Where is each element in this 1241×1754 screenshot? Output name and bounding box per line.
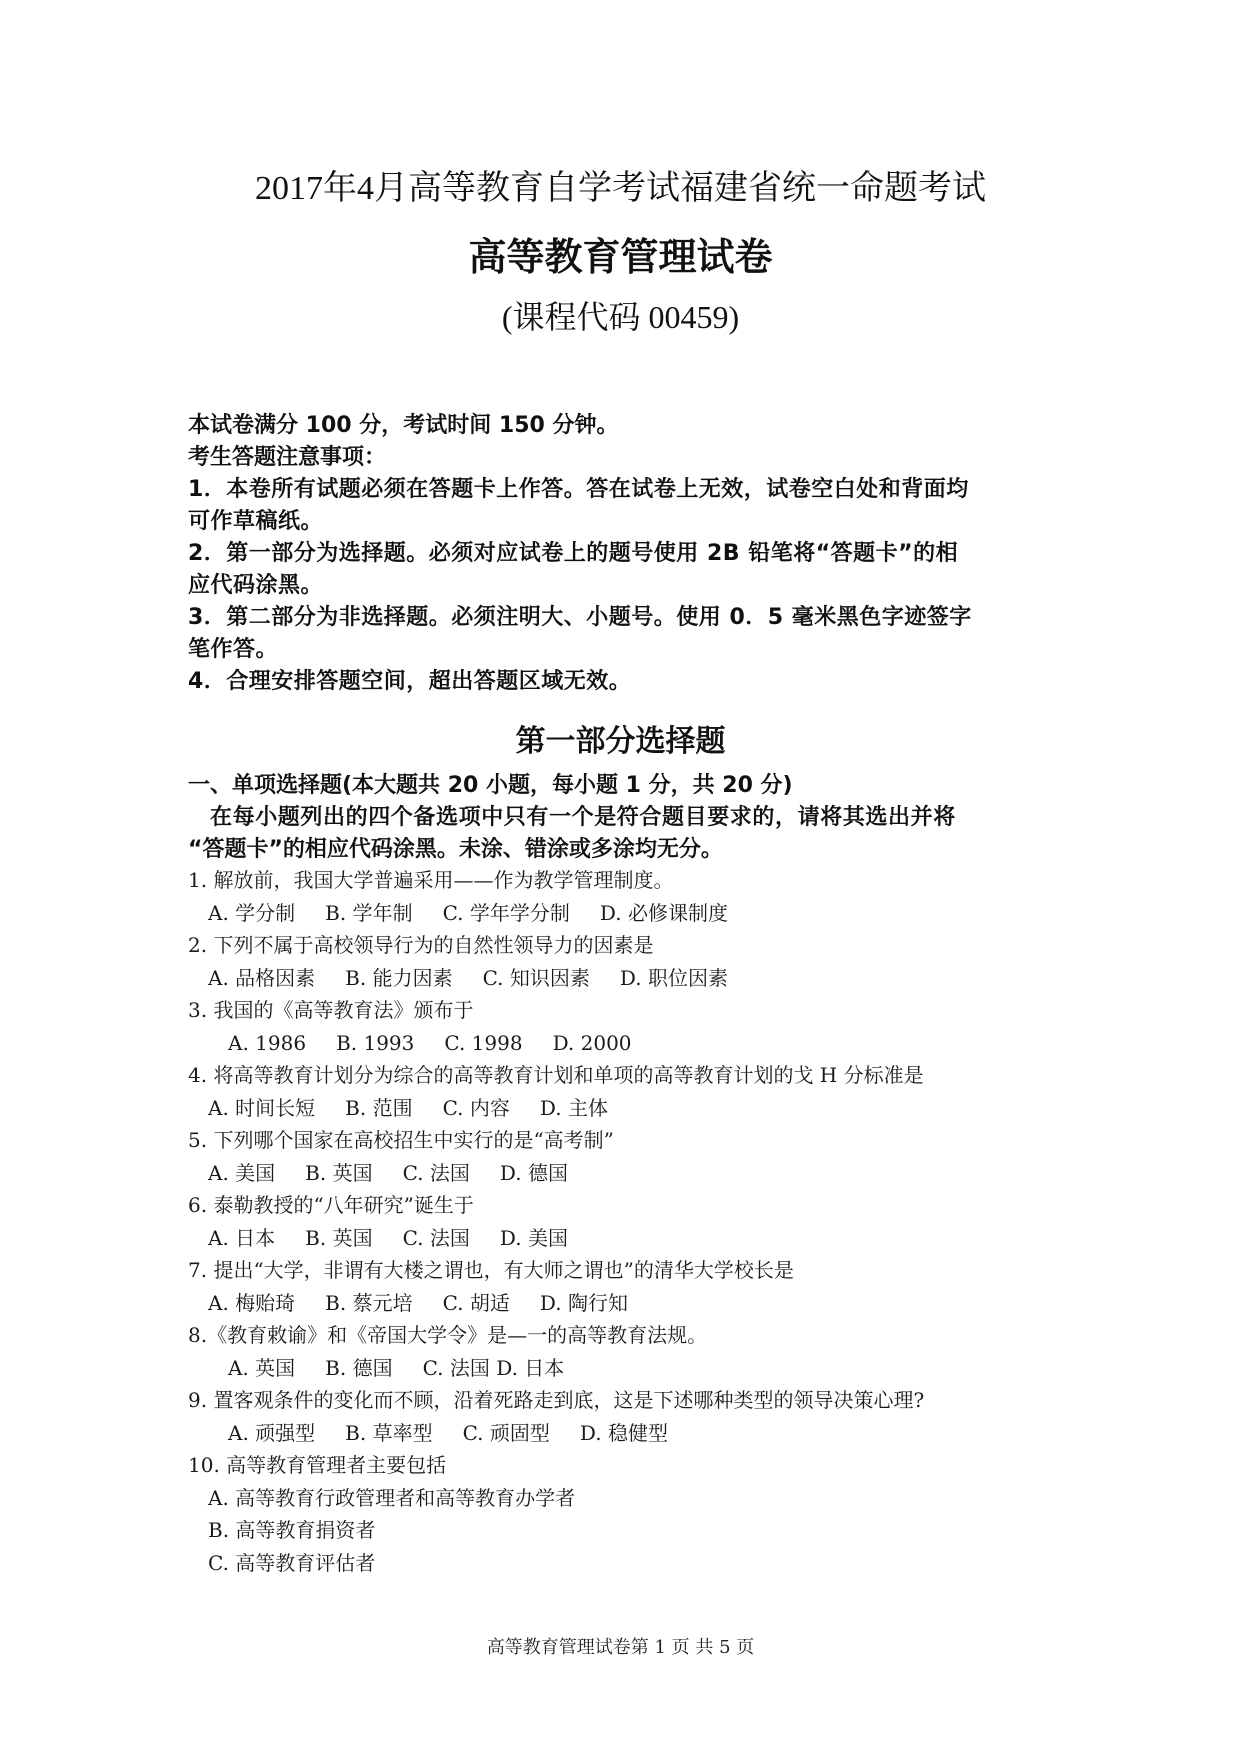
question-6-option-a: A. 日本: [208, 1225, 276, 1250]
question-10-option-a: A. 高等教育行政管理者和高等教育办学者: [208, 1485, 576, 1510]
question-2-options: [188, 962, 1068, 995]
question-2-option-b: B. 能力因素: [345, 965, 453, 990]
notice-item-4: 4．合理安排答题空间，超出答题区域无效。: [188, 669, 632, 694]
question-3-option-b: B. 1993: [336, 1030, 415, 1055]
question-9-options: [188, 1417, 1068, 1450]
question-6-stem: 6. 泰勒教授的“八年研究”诞生于: [188, 1193, 474, 1217]
page-footer: 高等教育管理试卷第 1 页 共 5 页: [486, 1637, 755, 1658]
notice-item-1-line-1: 1．本卷所有试题必须在答题卡上作答。答在试卷上无效，试卷空白处和背面均: [188, 477, 969, 502]
question-3-stem: 3. 我国的《高等教育法》颁布于: [188, 998, 474, 1022]
question-4-stem: 4. 将高等教育计划分为综合的高等教育计划和单项的高等教育计划的戈 H 分标准是: [188, 1063, 924, 1087]
question-4-option-a: A. 时间长短: [208, 1095, 316, 1120]
question-9-option-d: D. 稳健型: [579, 1420, 668, 1445]
notice-item-2-line-1: 2．第一部分为选择题。必须对应试卷上的题号使用 2B 铅笔将“答题卡”的相: [188, 541, 959, 566]
section-heading: 一、单项选择题(本大题共 20 小题，每小题 1 分，共 20 分): [188, 773, 793, 798]
notice-item-3-line-2: 笔作答。: [188, 637, 279, 662]
question-1-option-a: A. 学分制: [208, 900, 296, 925]
question-10-option-b: B. 高等教育捐资者: [208, 1518, 376, 1542]
question-4-option-c: C. 内容: [442, 1095, 510, 1120]
paper-title: 高等教育管理试卷: [468, 235, 773, 279]
question-6-option-d: D. 美国: [499, 1225, 568, 1250]
notice-heading: 考生答题注意事项：: [188, 445, 387, 470]
question-7-option-d: D. 陶行知: [539, 1290, 628, 1315]
notice-item-1-line-2: 可作草稿纸。: [188, 509, 324, 534]
question-4-option-b: B. 范围: [345, 1095, 413, 1120]
section-header: [188, 770, 1068, 866]
question-8-options: [188, 1352, 1068, 1385]
section-instruction-line-1: 在每小题列出的四个备选项中只有一个是符合题目要求的，请将其选出并将: [210, 805, 956, 830]
notice-score-time: 本试卷满分 100 分，考试时间 150 分钟。: [188, 413, 619, 438]
notice-item-2-line-2: 应代码涂黑。: [188, 573, 324, 598]
question-6-options: [188, 1222, 1068, 1255]
question-9-option-a: A. 顽强型: [228, 1420, 316, 1445]
question-5-option-c: C. 法国: [402, 1160, 470, 1185]
section-instruction-line-2: “答题卡”的相应代码涂黑。未涂、错涂或多涂均无分。: [188, 837, 723, 862]
exam-header-line: 2017年4月高等教育自学考试福建省统一命题考试: [255, 170, 986, 207]
question-7-stem: 7. 提出“大学，非谓有大楼之谓也，有大师之谓也”的清华大学校长是: [188, 1258, 794, 1282]
question-10-stem: 10. 高等教育管理者主要包括: [188, 1453, 447, 1477]
question-7-option-a: A. 梅贻琦: [208, 1290, 296, 1315]
question-10-option-c: C. 高等教育评估者: [208, 1550, 376, 1575]
exam-notice: [188, 410, 1068, 698]
question-9-option-c: C. 顽固型: [462, 1420, 550, 1445]
question-2-option-d: D. 职位因素: [619, 965, 728, 990]
question-5-option-a: A. 美国: [208, 1160, 276, 1185]
question-8-stem: 8.《教育敕谕》和《帝国大学令》是—一的高等教育法规。: [188, 1323, 708, 1347]
question-2-option-c: C. 知识因素: [482, 965, 590, 990]
question-8-option-cd: C. 法国 D. 日本: [422, 1355, 565, 1380]
question-list: [188, 864, 1068, 1579]
question-7-options: [188, 1287, 1068, 1320]
question-9-stem: 9. 置客观条件的变化而不顾，沿着死路走到底，这是下述哪种类型的领导决策心理?: [188, 1388, 925, 1412]
question-1-stem: 1. 解放前，我国大学普遍采用——作为教学管理制度。: [188, 868, 674, 892]
question-5-option-b: B. 英国: [305, 1160, 373, 1185]
question-4-option-d: D. 主体: [539, 1095, 608, 1120]
question-3-options: [188, 1027, 1068, 1060]
question-1-option-c: C. 学年学分制: [442, 900, 570, 925]
question-5-options: [188, 1157, 1068, 1190]
question-8-option-a: A. 英国: [228, 1355, 296, 1380]
question-1-option-d: D. 必修课制度: [599, 900, 728, 925]
question-6-option-b: B. 英国: [305, 1225, 373, 1250]
question-7-option-c: C. 胡适: [442, 1290, 510, 1315]
question-1-option-b: B. 学年制: [325, 900, 413, 925]
question-8-option-b: B. 德国: [325, 1355, 393, 1380]
question-5-option-d: D. 德国: [499, 1160, 568, 1185]
question-5-stem: 5. 下列哪个国家在高校招生中实行的是“高考制”: [188, 1128, 614, 1152]
course-code: (课程代码 00459): [501, 299, 740, 335]
question-7-option-b: B. 蔡元培: [325, 1290, 413, 1315]
question-9-option-b: B. 草率型: [345, 1420, 433, 1445]
question-3-option-a: A. 1986: [228, 1030, 307, 1055]
notice-item-3-line-1: 3．第二部分为非选择题。必须注明大、小题号。使用 0．5 毫米黑色字迹签字: [188, 605, 972, 630]
question-6-option-c: C. 法国: [402, 1225, 470, 1250]
question-2-stem: 2. 下列不属于高校领导行为的自然性领导力的因素是: [188, 933, 654, 957]
question-3-option-c: C. 1998: [444, 1030, 523, 1055]
question-3-option-d: D. 2000: [552, 1030, 632, 1055]
question-2-option-a: A. 品格因素: [208, 965, 316, 990]
question-4-options: [188, 1092, 1068, 1125]
question-1-options: [188, 897, 1068, 930]
section-title: 第一部分选择题: [515, 724, 726, 759]
